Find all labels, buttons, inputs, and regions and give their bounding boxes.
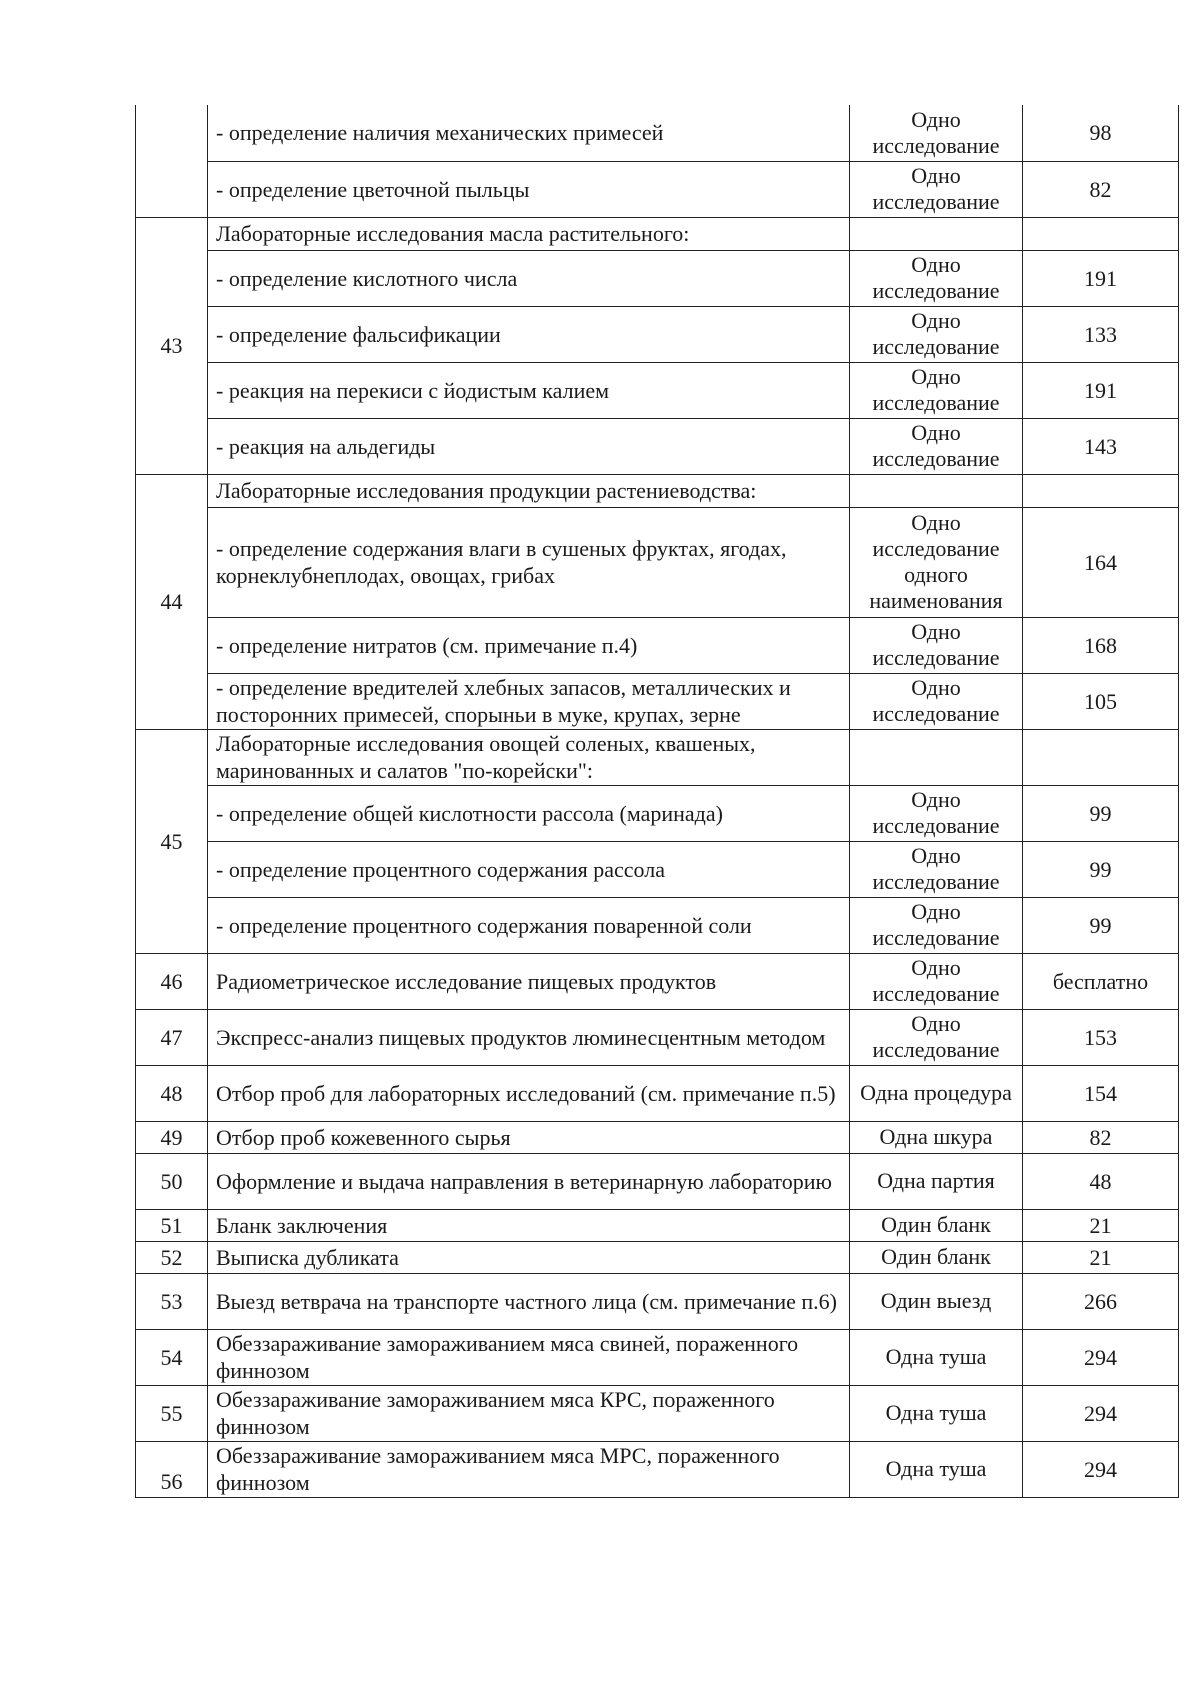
unit-cell — [850, 217, 1023, 250]
unit-cell: Одно исследование — [850, 418, 1023, 474]
unit-cell: Одна партия — [850, 1153, 1023, 1209]
unit-cell: Одна туша — [850, 1385, 1023, 1441]
price-cell: бесплатно — [1023, 953, 1179, 1009]
service-name: - реакция на перекиси с йодистым калием — [208, 362, 850, 418]
price-cell: 164 — [1023, 507, 1179, 617]
row-number: 52 — [136, 1241, 208, 1273]
service-name: - определение наличия механических примесей — [208, 105, 850, 161]
unit-cell: Одна туша — [850, 1441, 1023, 1497]
table-row — [136, 306, 1179, 362]
row-number: 45 — [136, 729, 208, 953]
service-name: - определение цветочной пыльцы — [208, 161, 850, 217]
row-number: 56 — [136, 1441, 208, 1497]
price-cell: 153 — [1023, 1009, 1179, 1065]
table-row — [136, 1273, 1179, 1329]
table-row — [136, 673, 1179, 729]
price-cell: 154 — [1023, 1065, 1179, 1121]
table-row — [136, 897, 1179, 953]
table-row — [136, 418, 1179, 474]
table-row — [136, 1441, 1179, 1497]
service-name: - определение общей кислотности рассола (маринада) — [208, 785, 850, 841]
row-number: 46 — [136, 953, 208, 1009]
price-cell: 82 — [1023, 1121, 1179, 1153]
table-row — [136, 953, 1179, 1009]
row-number: 48 — [136, 1065, 208, 1121]
price-cell: 82 — [1023, 161, 1179, 217]
service-name: - определение содержания влаги в сушеных фруктах, ягодах, корнеклубнеплодах, овощах, грибах — [208, 507, 850, 617]
section-heading: Лабораторные исследования масла растительного: — [208, 217, 850, 250]
unit-cell: Одно исследование — [850, 785, 1023, 841]
service-name: - определение фальсификации — [208, 306, 850, 362]
table-row — [136, 617, 1179, 673]
price-cell: 21 — [1023, 1241, 1179, 1273]
table-row — [136, 1209, 1179, 1241]
price-cell — [1023, 474, 1179, 507]
table-row — [136, 161, 1179, 217]
service-name: - определение процентного содержания поваренной соли — [208, 897, 850, 953]
table-row — [136, 1329, 1179, 1385]
price-cell: 99 — [1023, 897, 1179, 953]
table-row — [136, 1385, 1179, 1441]
service-name: Обеззараживание замораживанием мяса МРС, пораженного финнозом — [208, 1441, 850, 1497]
table-row — [136, 250, 1179, 306]
unit-cell: Одно исследование — [850, 306, 1023, 362]
price-cell: 98 — [1023, 105, 1179, 161]
service-name: Экспресс-анализ пищевых продуктов люминесцентным методом — [208, 1009, 850, 1065]
price-cell: 294 — [1023, 1329, 1179, 1385]
service-name: Бланк заключения — [208, 1209, 850, 1241]
price-cell — [1023, 217, 1179, 250]
unit-cell: Одна шкура — [850, 1121, 1023, 1153]
price-cell: 133 — [1023, 306, 1179, 362]
unit-cell: Одно исследование — [850, 841, 1023, 897]
table-row — [136, 1121, 1179, 1153]
price-cell: 99 — [1023, 841, 1179, 897]
price-cell: 143 — [1023, 418, 1179, 474]
price-table — [135, 105, 1179, 1498]
table-row — [136, 785, 1179, 841]
row-number: 49 — [136, 1121, 208, 1153]
price-cell: 99 — [1023, 785, 1179, 841]
row-number — [136, 105, 208, 217]
row-number: 54 — [136, 1329, 208, 1385]
row-number: 47 — [136, 1009, 208, 1065]
row-number: 43 — [136, 217, 208, 474]
unit-cell — [850, 729, 1023, 785]
service-name: Выезд ветврача на транспорте частного лица (см. примечание п.6) — [208, 1273, 850, 1329]
unit-cell: Один бланк — [850, 1209, 1023, 1241]
unit-cell: Одна процедура — [850, 1065, 1023, 1121]
service-name: Выписка дубликата — [208, 1241, 850, 1273]
price-cell: 191 — [1023, 362, 1179, 418]
table-row — [136, 105, 1179, 161]
table-row — [136, 1009, 1179, 1065]
price-cell: 266 — [1023, 1273, 1179, 1329]
row-number: 55 — [136, 1385, 208, 1441]
service-name: Обеззараживание замораживанием мяса КРС, пораженного финнозом — [208, 1385, 850, 1441]
table-row — [136, 1241, 1179, 1273]
service-name: Радиометрическое исследование пищевых продуктов — [208, 953, 850, 1009]
service-name: Отбор проб кожевенного сырья — [208, 1121, 850, 1153]
unit-cell: Одно исследование — [850, 1009, 1023, 1065]
unit-cell: Одна туша — [850, 1329, 1023, 1385]
price-cell: 105 — [1023, 673, 1179, 729]
unit-cell: Одно исследование одного наименования — [850, 507, 1023, 617]
unit-cell: Одно исследование — [850, 161, 1023, 217]
section-heading: Лабораторные исследования овощей соленых, квашеных, маринованных и салатов "по-корейски": — [208, 729, 850, 785]
table-row — [136, 217, 1179, 250]
service-name: - определение вредителей хлебных запасов, металлических и посторонних примесей, спорыньи в муке, крупах, зерне — [208, 673, 850, 729]
unit-cell: Одно исследование — [850, 617, 1023, 673]
unit-cell: Один бланк — [850, 1241, 1023, 1273]
table-row — [136, 1153, 1179, 1209]
row-number: 44 — [136, 474, 208, 729]
unit-cell — [850, 474, 1023, 507]
service-name: Оформление и выдача направления в ветеринарную лабораторию — [208, 1153, 850, 1209]
row-number: 50 — [136, 1153, 208, 1209]
table-row — [136, 1065, 1179, 1121]
unit-cell: Одно исследование — [850, 362, 1023, 418]
unit-cell: Одно исследование — [850, 897, 1023, 953]
price-cell: 191 — [1023, 250, 1179, 306]
price-cell: 48 — [1023, 1153, 1179, 1209]
service-name: - реакция на альдегиды — [208, 418, 850, 474]
price-cell — [1023, 729, 1179, 785]
service-name: - определение кислотного числа — [208, 250, 850, 306]
section-heading: Лабораторные исследования продукции растениеводства: — [208, 474, 850, 507]
row-number: 53 — [136, 1273, 208, 1329]
price-cell: 168 — [1023, 617, 1179, 673]
price-cell: 294 — [1023, 1441, 1179, 1497]
row-number: 51 — [136, 1209, 208, 1241]
service-name: - определение нитратов (см. примечание п.4) — [208, 617, 850, 673]
price-cell: 21 — [1023, 1209, 1179, 1241]
unit-cell: Одно исследование — [850, 105, 1023, 161]
service-name: Отбор проб для лабораторных исследований (см. примечание п.5) — [208, 1065, 850, 1121]
price-cell: 294 — [1023, 1385, 1179, 1441]
table-row — [136, 362, 1179, 418]
table-row — [136, 507, 1179, 617]
table-row — [136, 729, 1179, 785]
unit-cell: Один выезд — [850, 1273, 1023, 1329]
unit-cell: Одно исследование — [850, 953, 1023, 1009]
service-name: - определение процентного содержания рассола — [208, 841, 850, 897]
table-row — [136, 841, 1179, 897]
unit-cell: Одно исследование — [850, 673, 1023, 729]
service-name: Обеззараживание замораживанием мяса свиней, пораженного финнозом — [208, 1329, 850, 1385]
table-row — [136, 474, 1179, 507]
unit-cell: Одно исследование — [850, 250, 1023, 306]
